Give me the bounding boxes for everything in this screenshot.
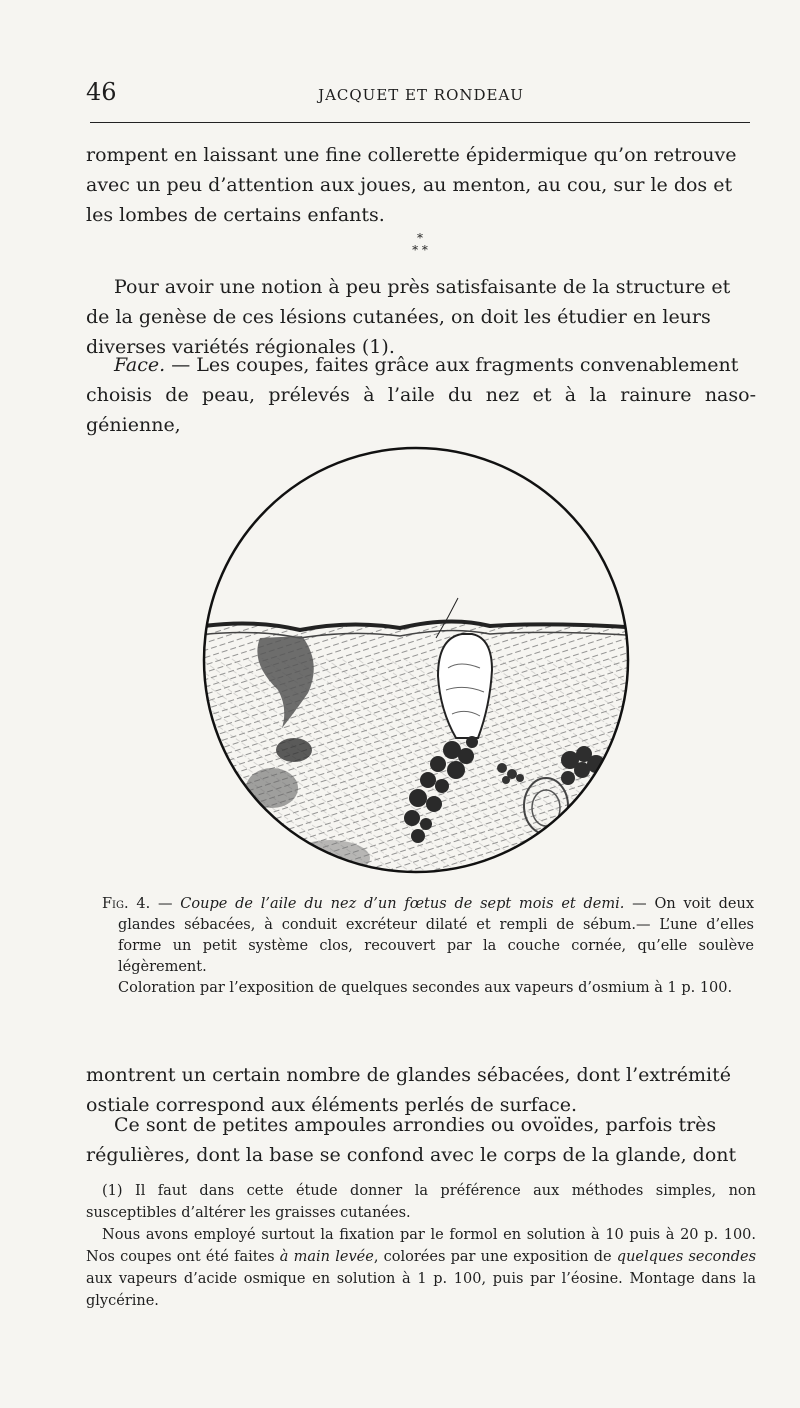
figure-title: Coupe de l’aile du nez d’un fœtus de sept mois et demi. (180, 896, 625, 912)
text-line: régulières, dont la base se confond avec le corps de la glande, dont (86, 1144, 737, 1166)
text-line: Ce sont de petites ampoules arrondies ou ovoïdes, parfois très (114, 1114, 717, 1136)
top-paragraph (86, 140, 756, 230)
intro-paragraph (86, 272, 756, 362)
asterism-top: * (417, 231, 423, 245)
page-header (86, 78, 756, 108)
text-line: rompent en laissant une fine collerette épidermique qu’on retrouve (86, 144, 737, 166)
footnote-1: (1) Il faut dans cette étude donner la préférence aux méthodes simples, non susceptibles d’altérer les graisses cutanées. (86, 1183, 756, 1221)
text-line: montrent un certain nombre de glandes sébacées, dont l’extrémité (86, 1064, 731, 1086)
caption-dash: — (150, 896, 181, 912)
figure-label: Fig. 4. (102, 896, 151, 912)
microscope-figure (190, 438, 642, 890)
text-line: de la genèse de ces lésions cutanées, on doit les étudier en leurs (86, 306, 711, 328)
asterism-bottom: * * (412, 243, 428, 257)
running-head: JACQUET ET RONDEAU (318, 86, 524, 104)
footnote-2: Nous avons employé surtout la fixation par le formol en solution à 10 puis à 20 p. 100. Nos coupes ont été faites à main levée, colorées par une exposition de quelques secondes aux vapeurs d’acide osmique en solution à 1 p. 100, puis par l’éosine. Montage dans la glycérine. (86, 1227, 757, 1309)
face-heading: Face. (114, 354, 166, 376)
text-line: choisis de peau, prélevés à l’aile du nez et à la rainure naso-génienne, (86, 384, 756, 436)
text-line: Pour avoir une notion à peu près satisfaisante de la structure et (114, 276, 731, 298)
text-line: avec un peu d’attention aux joues, au menton, au cou, sur le dos et (86, 174, 733, 196)
figure-caption (102, 894, 754, 999)
text-line: ostiale correspond aux éléments perlés de surface. (86, 1094, 578, 1116)
text-line: diverses variétés régionales (1). (86, 336, 395, 358)
asterism (405, 232, 435, 266)
face-paragraph (86, 350, 756, 440)
ampoules-paragraph (86, 1110, 756, 1170)
caption-main (102, 894, 754, 978)
page-number: 46 (86, 78, 117, 106)
text-line (86, 350, 756, 380)
text-line: les lombes de certains enfants. (86, 204, 385, 226)
figure-staining: Coloration par l’exposition de quelques secondes aux vapeurs d’osmium à 1 p. 100. (118, 980, 733, 996)
footnotes (86, 1180, 756, 1312)
header-rule (90, 122, 750, 123)
face-text: — Les coupes, faites grâce aux fragments convenablement (165, 354, 739, 376)
figure-description: — On voit deux glandes sébacées, à conduit excréteur dilaté et rempli de sébum.— L’une d’elles forme un petit système clos, recouvert par la couche cornée, qu’elle soulève légèrement. (118, 896, 754, 975)
